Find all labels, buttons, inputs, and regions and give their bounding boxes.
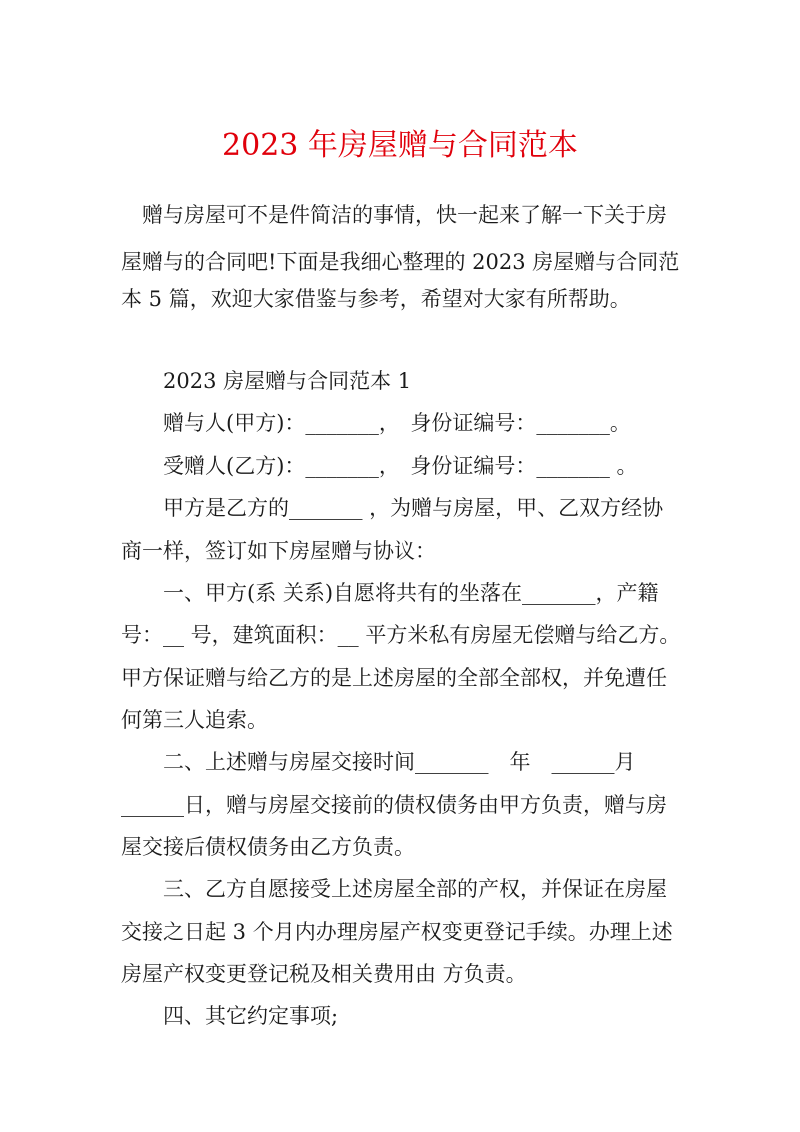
- intro-line-3: 本 5 篇，欢迎大家借鉴与参考，希望对大家有所帮助。: [121, 287, 631, 311]
- clause-1-line-4: 何第三人追索。: [121, 708, 268, 732]
- clause-1-line-1: 一、甲方(系 关系)自愿将共有的坐落在_______，产籍: [163, 581, 659, 605]
- intro-line-2: 屋赠与的合同吧!下面是我细心整理的 2023 房屋赠与合同范: [121, 250, 680, 274]
- clause-3-line-1: 三、乙方自愿接受上述房屋全部的产权，并保证在房屋: [163, 877, 667, 901]
- section-heading: 2023 房屋赠与合同范本 1: [163, 369, 412, 393]
- preamble-line-2: 商一样，签订如下房屋赠与协议：: [121, 539, 436, 563]
- clause-2-line-2: ______日，赠与房屋交接前的债权债务由甲方负责，赠与房: [121, 793, 667, 817]
- document-title: 2023 年房屋赠与合同范本: [222, 128, 578, 163]
- donor-line: 赠与人(甲方)：_______， 身份证编号：_______。: [163, 411, 631, 435]
- preamble-line-1: 甲方是乙方的_______ ，为赠与房屋，甲、乙双方经协: [163, 496, 664, 520]
- clause-3-line-3: 房屋产权变更登记税及相关费用由 方负责。: [121, 962, 527, 986]
- clause-1-line-2: 号：__ 号，建筑面积：__ 平方米私有房屋无偿赠与给乙方。: [121, 623, 681, 647]
- clause-4-line-1: 四、其它约定事项;: [163, 1004, 339, 1028]
- donee-line: 受赠人(乙方)：_______， 身份证编号：_______ 。: [163, 454, 638, 478]
- clause-2-line-3: 屋交接后债权债务由乙方负责。: [121, 835, 415, 859]
- clause-1-line-3: 甲方保证赠与给乙方的是上述房屋的全部全部权，并免遭任: [121, 666, 667, 690]
- clause-3-line-2: 交接之日起 3 个月内办理房屋产权变更登记手续。办理上述: [121, 920, 673, 944]
- clause-2-line-1: 二、上述赠与房屋交接时间_______ 年 ______月: [163, 750, 636, 774]
- intro-line-1: 赠与房屋可不是件简洁的事情，快一起来了解一下关于房: [142, 203, 667, 227]
